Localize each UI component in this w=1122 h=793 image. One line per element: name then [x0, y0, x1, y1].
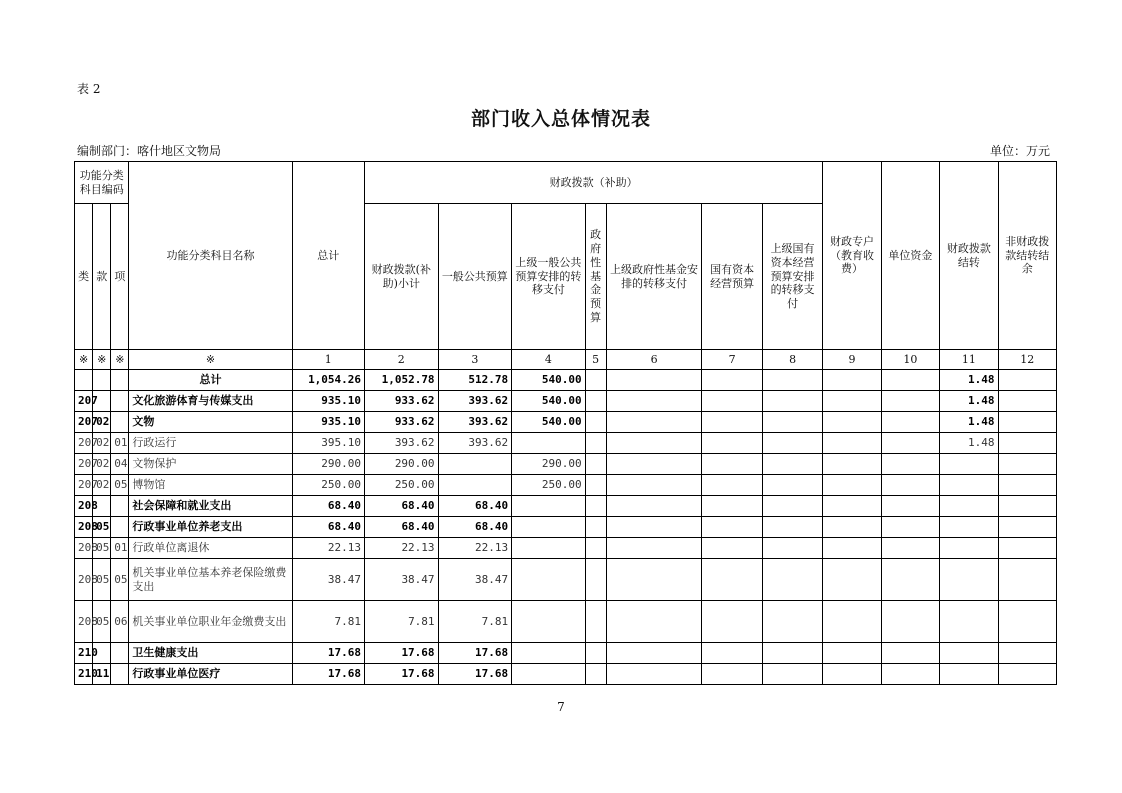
total-cell: 22.13	[292, 538, 365, 559]
fiscal-subtotal-cell: 7.81	[365, 601, 439, 643]
upper-state-cell	[762, 517, 822, 538]
nonfiscal-carry-cell	[998, 538, 1056, 559]
fiscal-carry-cell	[940, 643, 998, 664]
item-name: 行政事业单位医疗	[129, 664, 292, 685]
general-budget-cell: 7.81	[438, 601, 512, 643]
general-budget-cell: 393.62	[438, 391, 512, 412]
fiscal-subtotal-cell: 393.62	[365, 433, 439, 454]
item-name: 行政运行	[129, 433, 292, 454]
code-xiang: 05	[111, 559, 129, 601]
state-capital-cell	[702, 643, 762, 664]
code-lei: 210	[75, 643, 93, 664]
header-total: 总计	[292, 162, 365, 350]
unit-funds-cell	[881, 412, 939, 433]
state-capital-cell	[702, 412, 762, 433]
code-lei: 210	[75, 664, 93, 685]
code-lei	[75, 370, 93, 391]
special-edu-cell	[823, 601, 881, 643]
index-cell: 8	[762, 350, 822, 370]
table-row	[75, 412, 1057, 433]
code-kuan: 05	[93, 601, 111, 643]
header-upper-general: 上级一般公共预算安排的转移支付	[512, 204, 586, 350]
state-capital-cell	[702, 517, 762, 538]
index-cell: 10	[881, 350, 939, 370]
special-edu-cell	[823, 433, 881, 454]
unit-funds-cell	[881, 433, 939, 454]
code-lei: 207	[75, 475, 93, 496]
header-row-1	[75, 162, 1057, 204]
fiscal-carry-cell	[940, 454, 998, 475]
index-cell: ※	[129, 350, 292, 370]
code-xiang	[111, 517, 129, 538]
table-row	[75, 538, 1057, 559]
unit-funds-cell	[881, 370, 939, 391]
header-fiscal-carry: 财政拨款结转	[940, 162, 998, 350]
item-name: 博物馆	[129, 475, 292, 496]
unit-funds-cell	[881, 496, 939, 517]
upper-fund-cell	[606, 370, 702, 391]
code-xiang: 06	[111, 601, 129, 643]
code-kuan	[93, 370, 111, 391]
fiscal-carry-cell	[940, 601, 998, 643]
fiscal-carry-cell: 1.48	[940, 391, 998, 412]
index-cell: 11	[940, 350, 998, 370]
fiscal-carry-cell: 1.48	[940, 433, 998, 454]
fiscal-subtotal-cell: 250.00	[365, 475, 439, 496]
special-edu-cell	[823, 370, 881, 391]
unit-funds-cell	[881, 559, 939, 601]
fiscal-subtotal-cell: 933.62	[365, 412, 439, 433]
table-body	[75, 370, 1057, 685]
code-lei: 208	[75, 517, 93, 538]
table-row	[75, 517, 1057, 538]
general-budget-cell: 22.13	[438, 538, 512, 559]
header-func-name: 功能分类科目名称	[129, 162, 292, 350]
header-general-budget: 一般公共预算	[438, 204, 512, 350]
code-kuan: 02	[93, 412, 111, 433]
fiscal-subtotal-cell: 38.47	[365, 559, 439, 601]
gov-fund-cell	[585, 391, 606, 412]
upper-general-cell: 290.00	[512, 454, 586, 475]
table-row	[75, 391, 1057, 412]
special-edu-cell	[823, 517, 881, 538]
table-row	[75, 643, 1057, 664]
header-upper-state: 上级国有资本经营预算安排的转移支付	[762, 204, 822, 350]
general-budget-cell: 17.68	[438, 664, 512, 685]
state-capital-cell	[702, 601, 762, 643]
code-xiang: 04	[111, 454, 129, 475]
index-cell: 7	[702, 350, 762, 370]
special-edu-cell	[823, 475, 881, 496]
code-kuan: 02	[93, 454, 111, 475]
code-xiang: 01	[111, 538, 129, 559]
upper-fund-cell	[606, 643, 702, 664]
gov-fund-cell	[585, 601, 606, 643]
upper-fund-cell	[606, 601, 702, 643]
upper-general-cell	[512, 601, 586, 643]
state-capital-cell	[702, 538, 762, 559]
index-cell: 12	[998, 350, 1056, 370]
income-table	[74, 161, 1057, 685]
upper-general-cell	[512, 643, 586, 664]
code-xiang: 05	[111, 475, 129, 496]
general-budget-cell: 38.47	[438, 559, 512, 601]
unit-funds-cell	[881, 517, 939, 538]
special-edu-cell	[823, 496, 881, 517]
item-name: 文物	[129, 412, 292, 433]
nonfiscal-carry-cell	[998, 664, 1056, 685]
upper-fund-cell	[606, 538, 702, 559]
table-row	[75, 496, 1057, 517]
header-fiscal-group: 财政拨款（补助）	[365, 162, 823, 204]
index-cell: 6	[606, 350, 702, 370]
item-name: 行政事业单位养老支出	[129, 517, 292, 538]
fiscal-subtotal-cell: 68.40	[365, 517, 439, 538]
nonfiscal-carry-cell	[998, 496, 1056, 517]
total-cell: 935.10	[292, 412, 365, 433]
fiscal-carry-cell	[940, 475, 998, 496]
total-cell: 17.68	[292, 643, 365, 664]
code-lei: 207	[75, 433, 93, 454]
nonfiscal-carry-cell	[998, 412, 1056, 433]
upper-state-cell	[762, 538, 822, 559]
item-name: 社会保障和就业支出	[129, 496, 292, 517]
code-kuan: 05	[93, 538, 111, 559]
index-cell: ※	[93, 350, 111, 370]
code-kuan: 11	[93, 664, 111, 685]
upper-state-cell	[762, 454, 822, 475]
fiscal-carry-cell	[940, 496, 998, 517]
fiscal-subtotal-cell: 68.40	[365, 496, 439, 517]
upper-general-cell: 540.00	[512, 370, 586, 391]
header-nonfiscal-carry: 非财政拨款结转结余	[998, 162, 1056, 350]
upper-fund-cell	[606, 496, 702, 517]
upper-general-cell	[512, 559, 586, 601]
state-capital-cell	[702, 391, 762, 412]
header-func-code: 功能分类科目编码	[75, 162, 129, 204]
code-xiang	[111, 643, 129, 664]
nonfiscal-carry-cell	[998, 391, 1056, 412]
fiscal-carry-cell: 1.48	[940, 370, 998, 391]
unit-label: 单位：万元	[989, 144, 1050, 158]
header-state-capital: 国有资本经营预算	[702, 204, 762, 350]
upper-state-cell	[762, 433, 822, 454]
special-edu-cell	[823, 454, 881, 475]
upper-general-cell: 540.00	[512, 391, 586, 412]
index-cell: 1	[292, 350, 365, 370]
upper-fund-cell	[606, 433, 702, 454]
unit-funds-cell	[881, 538, 939, 559]
upper-fund-cell	[606, 391, 702, 412]
special-edu-cell	[823, 538, 881, 559]
index-cell: 4	[512, 350, 586, 370]
header-special-edu: 财政专户（教育收费）	[823, 162, 881, 350]
upper-state-cell	[762, 370, 822, 391]
code-lei: 208	[75, 601, 93, 643]
gov-fund-cell	[585, 433, 606, 454]
total-cell: 1,054.26	[292, 370, 365, 391]
upper-state-cell	[762, 601, 822, 643]
unit-funds-cell	[881, 475, 939, 496]
upper-general-cell	[512, 433, 586, 454]
table-row	[75, 601, 1057, 643]
upper-state-cell	[762, 664, 822, 685]
index-row	[75, 350, 1057, 370]
department-label: 编制部门：喀什地区文物局	[77, 144, 222, 158]
page-title: 部门收入总体情况表	[470, 108, 651, 130]
upper-state-cell	[762, 643, 822, 664]
general-budget-cell	[438, 454, 512, 475]
code-xiang	[111, 391, 129, 412]
special-edu-cell	[823, 412, 881, 433]
fiscal-carry-cell	[940, 559, 998, 601]
code-kuan: 02	[93, 433, 111, 454]
state-capital-cell	[702, 370, 762, 391]
special-edu-cell	[823, 643, 881, 664]
gov-fund-cell	[585, 538, 606, 559]
gov-fund-cell	[585, 475, 606, 496]
unit-funds-cell	[881, 454, 939, 475]
item-name: 总计	[129, 370, 292, 391]
gov-fund-cell	[585, 643, 606, 664]
unit-funds-cell	[881, 643, 939, 664]
nonfiscal-carry-cell	[998, 454, 1056, 475]
upper-state-cell	[762, 475, 822, 496]
state-capital-cell	[702, 433, 762, 454]
fiscal-subtotal-cell: 933.62	[365, 391, 439, 412]
special-edu-cell	[823, 391, 881, 412]
fiscal-subtotal-cell: 17.68	[365, 643, 439, 664]
general-budget-cell	[438, 475, 512, 496]
upper-fund-cell	[606, 454, 702, 475]
index-cell: 2	[365, 350, 439, 370]
table-row	[75, 433, 1057, 454]
header-upper-fund: 上级政府性基金安排的转移支付	[606, 204, 702, 350]
fiscal-carry-cell	[940, 664, 998, 685]
header-xiang: 项	[111, 204, 129, 350]
upper-general-cell: 540.00	[512, 412, 586, 433]
page-number: 7	[557, 700, 565, 714]
gov-fund-cell	[585, 496, 606, 517]
total-cell: 17.68	[292, 664, 365, 685]
fiscal-carry-cell	[940, 538, 998, 559]
unit-funds-cell	[881, 391, 939, 412]
upper-state-cell	[762, 496, 822, 517]
code-kuan: 05	[93, 517, 111, 538]
table-row	[75, 454, 1057, 475]
table-row	[75, 475, 1057, 496]
code-xiang	[111, 664, 129, 685]
general-budget-cell: 68.40	[438, 517, 512, 538]
code-lei: 207	[75, 454, 93, 475]
general-budget-cell: 17.68	[438, 643, 512, 664]
fiscal-carry-cell	[940, 517, 998, 538]
table-row	[75, 370, 1057, 391]
index-cell: 9	[823, 350, 881, 370]
total-cell: 7.81	[292, 601, 365, 643]
fiscal-subtotal-cell: 17.68	[365, 664, 439, 685]
total-cell: 250.00	[292, 475, 365, 496]
upper-general-cell	[512, 538, 586, 559]
header-gov-fund: 政府性基金预算	[585, 204, 606, 350]
fiscal-subtotal-cell: 1,052.78	[365, 370, 439, 391]
general-budget-cell: 68.40	[438, 496, 512, 517]
upper-general-cell: 250.00	[512, 475, 586, 496]
code-lei: 207	[75, 391, 93, 412]
item-name: 行政单位离退休	[129, 538, 292, 559]
item-name: 文化旅游体育与传媒支出	[129, 391, 292, 412]
item-name: 机关事业单位职业年金缴费支出	[129, 601, 292, 643]
nonfiscal-carry-cell	[998, 559, 1056, 601]
code-xiang: 01	[111, 433, 129, 454]
upper-state-cell	[762, 559, 822, 601]
state-capital-cell	[702, 496, 762, 517]
header-lei: 类	[75, 204, 93, 350]
code-lei: 207	[75, 412, 93, 433]
special-edu-cell	[823, 559, 881, 601]
general-budget-cell: 393.62	[438, 433, 512, 454]
fiscal-subtotal-cell: 290.00	[365, 454, 439, 475]
upper-fund-cell	[606, 517, 702, 538]
state-capital-cell	[702, 454, 762, 475]
gov-fund-cell	[585, 412, 606, 433]
nonfiscal-carry-cell	[998, 643, 1056, 664]
code-xiang	[111, 370, 129, 391]
table-row	[75, 559, 1057, 601]
code-kuan: 02	[93, 475, 111, 496]
gov-fund-cell	[585, 559, 606, 601]
gov-fund-cell	[585, 454, 606, 475]
upper-fund-cell	[606, 475, 702, 496]
gov-fund-cell	[585, 370, 606, 391]
item-name: 文物保护	[129, 454, 292, 475]
total-cell: 38.47	[292, 559, 365, 601]
index-cell: ※	[75, 350, 93, 370]
upper-fund-cell	[606, 664, 702, 685]
code-kuan: 05	[93, 559, 111, 601]
upper-fund-cell	[606, 412, 702, 433]
item-name: 机关事业单位基本养老保险缴费支出	[129, 559, 292, 601]
general-budget-cell: 393.62	[438, 412, 512, 433]
header-fiscal-subtotal: 财政拨款(补助)小计	[365, 204, 439, 350]
item-name: 卫生健康支出	[129, 643, 292, 664]
nonfiscal-carry-cell	[998, 517, 1056, 538]
gov-fund-cell	[585, 664, 606, 685]
total-cell: 290.00	[292, 454, 365, 475]
code-xiang	[111, 496, 129, 517]
total-cell: 68.40	[292, 496, 365, 517]
table-row	[75, 664, 1057, 685]
fiscal-carry-cell: 1.48	[940, 412, 998, 433]
state-capital-cell	[702, 664, 762, 685]
code-lei: 208	[75, 538, 93, 559]
gov-fund-cell	[585, 517, 606, 538]
total-cell: 395.10	[292, 433, 365, 454]
code-xiang	[111, 412, 129, 433]
index-cell: 3	[438, 350, 512, 370]
nonfiscal-carry-cell	[998, 433, 1056, 454]
fiscal-subtotal-cell: 22.13	[365, 538, 439, 559]
state-capital-cell	[702, 475, 762, 496]
header-unit-funds: 单位资金	[881, 162, 939, 350]
upper-general-cell	[512, 496, 586, 517]
header-kuan: 款	[93, 204, 111, 350]
code-lei: 208	[75, 559, 93, 601]
total-cell: 68.40	[292, 517, 365, 538]
nonfiscal-carry-cell	[998, 601, 1056, 643]
upper-state-cell	[762, 391, 822, 412]
index-cell: ※	[111, 350, 129, 370]
index-cell: 5	[585, 350, 606, 370]
table-label: 表 2	[77, 82, 101, 96]
nonfiscal-carry-cell	[998, 370, 1056, 391]
code-lei: 208	[75, 496, 93, 517]
total-cell: 935.10	[292, 391, 365, 412]
nonfiscal-carry-cell	[998, 475, 1056, 496]
special-edu-cell	[823, 664, 881, 685]
unit-funds-cell	[881, 664, 939, 685]
state-capital-cell	[702, 559, 762, 601]
upper-general-cell	[512, 517, 586, 538]
upper-fund-cell	[606, 559, 702, 601]
general-budget-cell: 512.78	[438, 370, 512, 391]
unit-funds-cell	[881, 601, 939, 643]
upper-general-cell	[512, 664, 586, 685]
upper-state-cell	[762, 412, 822, 433]
